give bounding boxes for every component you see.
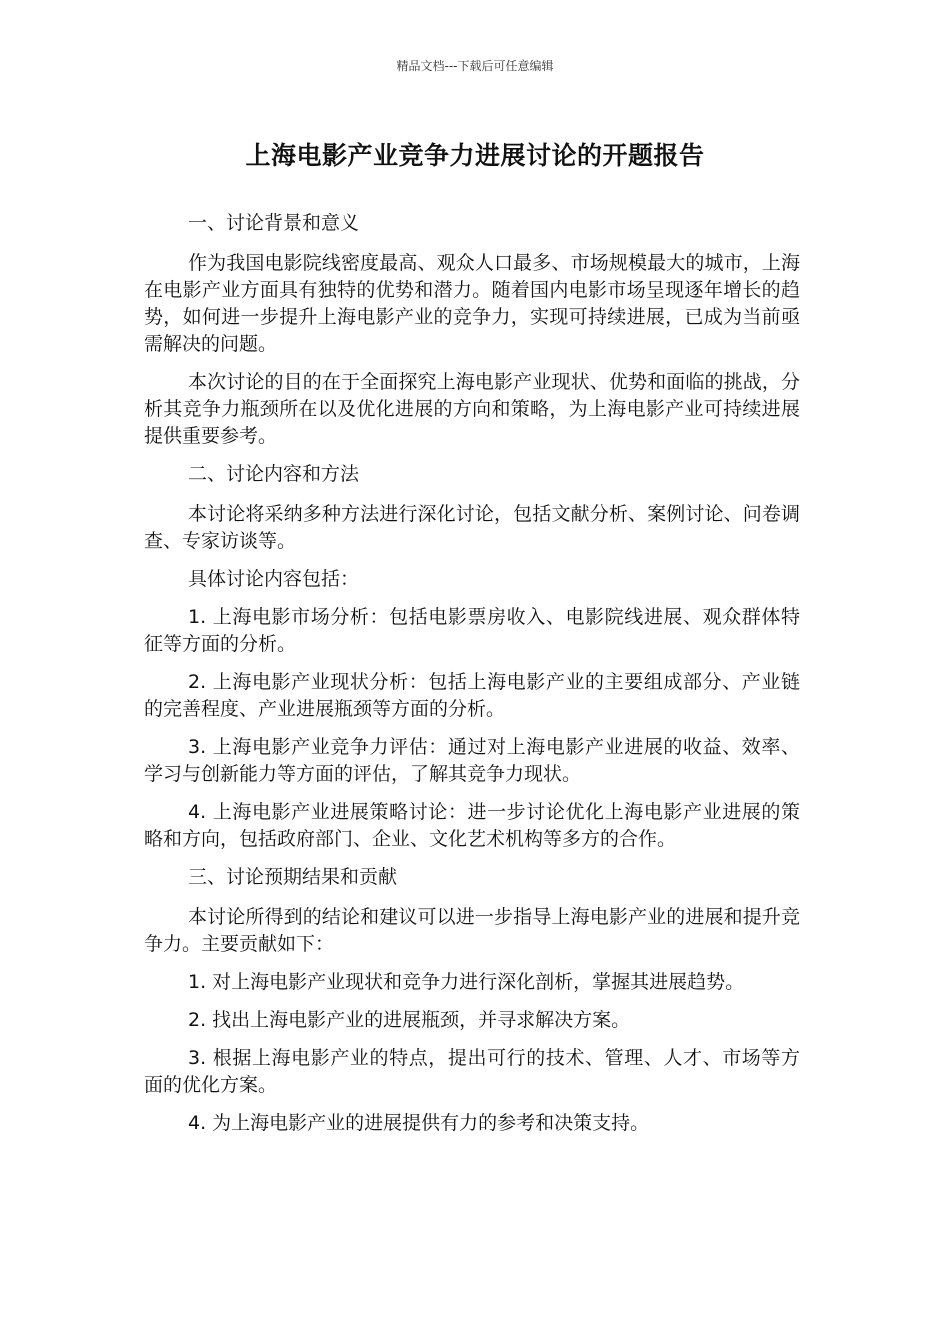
section-heading-content: 二、讨论内容和方法 bbox=[188, 463, 360, 485]
section-heading-results: 三、讨论预期结果和贡献 bbox=[188, 866, 398, 888]
list-item-contribution-2: 2. 找出上海电影产业的进展瓶颈，并寻求解决方案。 bbox=[188, 1009, 631, 1031]
list-item-content-2: 2. 上海电影产业现状分析：包括上海电影产业的主要组成部分、产业链的完善程度、产业进展瓶颈等方面的分析。 bbox=[144, 671, 800, 720]
list-item-contribution-4: 4. 为上海电影产业的进展提供有力的参考和决策支持。 bbox=[188, 1112, 650, 1134]
list-item-content-1: 1. 上海电影市场分析：包括电影票房收入、电影院线进展、观众群体特征等方面的分析。 bbox=[144, 606, 800, 655]
paragraph-background-2: 本次讨论的目的在于全面探究上海电影产业现状、优势和面临的挑战，分析其竞争力瓶颈所在以及优化进展的方向和策略，为上海电影产业可持续进展提供重要参考。 bbox=[144, 371, 800, 447]
paragraph-results-intro: 本讨论所得到的结论和建议可以进一步指导上海电影产业的进展和提升竞争力。主要贡献如下： bbox=[144, 906, 800, 955]
document-body bbox=[144, 210, 800, 1148]
document-title: 上海电影产业竞争力进展讨论的开题报告 bbox=[245, 141, 705, 170]
list-item-content-4: 4. 上海电影产业进展策略讨论：进一步讨论优化上海电影产业进展的策略和方向，包括政府部门、企业、文化艺术机构等多方的合作。 bbox=[144, 801, 800, 850]
paragraph-methods: 本讨论将采纳多种方法进行深化讨论，包括文献分析、案例讨论、问卷调查、专家访谈等。 bbox=[144, 503, 800, 552]
list-item-content-3: 3. 上海电影产业竞争力评估：通过对上海电影产业进展的收益、效率、学习与创新能力等方面的评估，了解其竞争力现状。 bbox=[144, 736, 800, 785]
paragraph-content-intro: 具体讨论内容包括： bbox=[188, 568, 360, 590]
list-item-contribution-3: 3. 根据上海电影产业的特点，提出可行的技术、管理、人才、市场等方面的优化方案。 bbox=[144, 1047, 800, 1096]
header-note: 精品文档---下载后可任意编辑 bbox=[396, 59, 554, 73]
section-heading-background: 一、讨论背景和意义 bbox=[188, 212, 360, 234]
paragraph-background-1: 作为我国电影院线密度最高、观众人口最多、市场规模最大的城市，上海在电影产业方面具有独特的优势和潜力。随着国内电影市场呈现逐年增长的趋势，如何进一步提升上海电影产业的竞争力，实现可持续进展，已成为当前亟需解决的问题。 bbox=[144, 252, 800, 355]
list-item-contribution-1: 1. 对上海电影产业现状和竞争力进行深化剖析，掌握其进展趋势。 bbox=[188, 971, 745, 993]
